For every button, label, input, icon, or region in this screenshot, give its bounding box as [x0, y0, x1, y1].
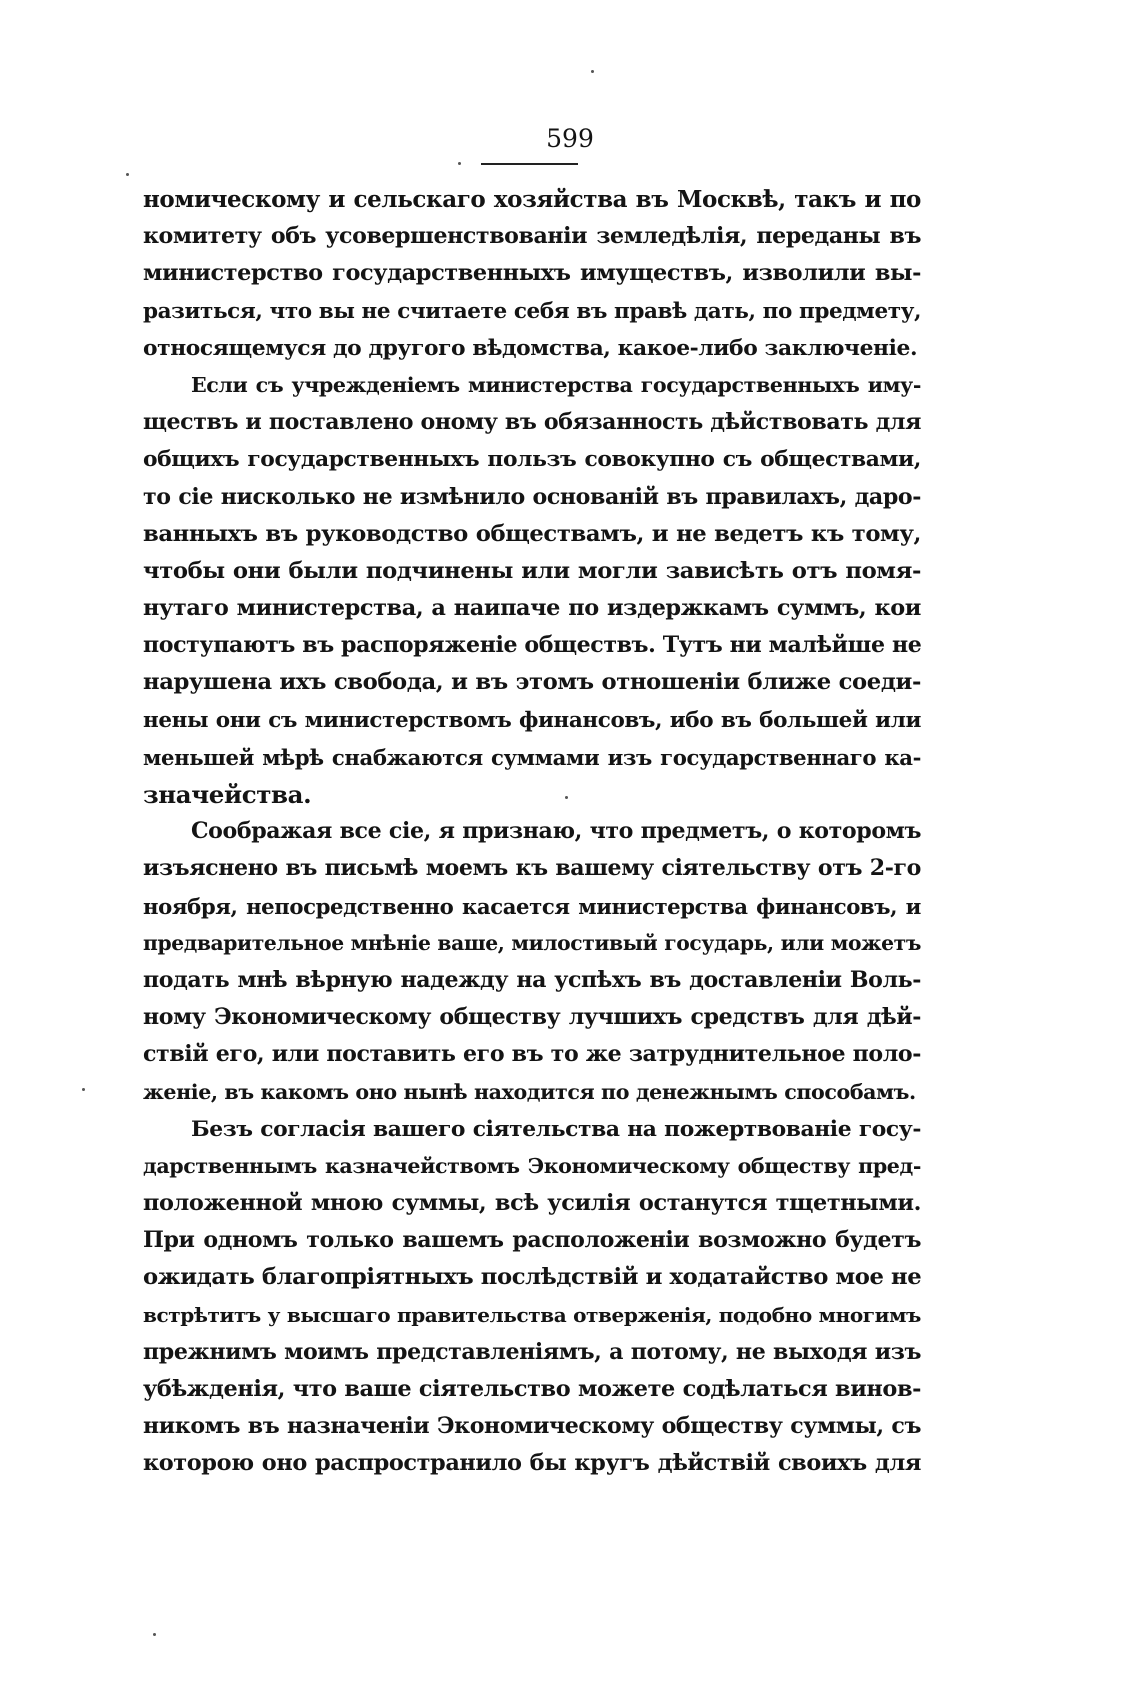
- text-line: относящемуся до другого вѣдомства, какое-либо заключеніе.: [143, 335, 918, 361]
- text-line: никомъ въ назначеніи Экономическому обществу суммы, съ: [143, 1413, 921, 1440]
- text-line: убѣжденія, что ваше сіятельство можете содѣлаться винов-: [143, 1376, 921, 1402]
- text-line: номическому и сельскаго хозяйства въ Москвѣ, такъ и по: [143, 186, 921, 213]
- scan-speck: [153, 1633, 156, 1636]
- text-line: женіе, въ какомъ оно нынѣ находится по денежнымъ способамъ.: [143, 1079, 916, 1104]
- text-line: ноября, непосредственно касается министерства финансовъ, и: [143, 893, 921, 919]
- text-line: подать мнѣ вѣрную надежду на успѣхъ въ доставленіи Воль-: [143, 966, 921, 993]
- text-line: значейства.: [143, 780, 312, 809]
- text-line: ствій его, или поставить его въ то же затруднительное поло-: [143, 1041, 921, 1068]
- text-line: общихъ государственныхъ пользъ совокупно съ обществами,: [143, 447, 921, 473]
- text-line: нарушена ихъ свобода, и въ этомъ отношеніи ближе соеди-: [143, 669, 921, 696]
- text-line: нены они съ министерствомъ финансовъ, ибо въ большей или: [143, 707, 921, 733]
- page-number-rule: [481, 163, 578, 165]
- text-line: Если съ учрежденіемъ министерства государственныхъ иму-: [191, 372, 921, 397]
- scan-speck: [126, 173, 129, 176]
- scan-speck: [591, 70, 594, 73]
- scan-speck: [565, 796, 568, 799]
- text-line: чтобы они были подчинены или могли зависѣть отъ помя-: [143, 557, 921, 584]
- text-line: прежнимъ моимъ представленіямъ, а потому, не выходя изъ: [143, 1338, 921, 1365]
- text-line: предварительное мнѣніе ваше, милостивый государь, или можетъ: [143, 930, 921, 955]
- text-line: Соображая все сіе, я признаю, что предметъ, о которомъ: [191, 818, 921, 845]
- scan-speck: [458, 162, 461, 165]
- text-line: комитету объ усовершенствованіи земледѣлія, переданы въ: [143, 223, 921, 250]
- scan-speck: [82, 1088, 85, 1091]
- text-line: поступаютъ въ распоряженіе обществъ. Тутъ ни малѣйше не: [143, 632, 921, 659]
- text-line: которою оно распространило бы кругъ дѣйствій своихъ для: [143, 1450, 921, 1477]
- text-line: ществъ и поставлено оному въ обязанность дѣйствовать для: [143, 409, 921, 436]
- text-line: дарственнымъ казначействомъ Экономическому обществу пред-: [143, 1153, 921, 1178]
- text-line: нутаго министерства, а наипаче по издержкамъ суммъ, кои: [143, 595, 921, 622]
- page-number: 599: [546, 124, 594, 153]
- text-line: положенной мною суммы, всѣ усилія останутся тщетными.: [143, 1190, 921, 1217]
- text-line: При одномъ только вашемъ расположеніи возможно будетъ: [143, 1227, 921, 1254]
- text-line: меньшей мѣрѣ снабжаются суммами изъ государственнаго ка-: [143, 744, 921, 770]
- text-line: ному Экономическому обществу лучшихъ средствъ для дѣй-: [143, 1004, 921, 1031]
- text-line: разиться, что вы не считаете себя въ правѣ дать, по предмету,: [143, 298, 921, 324]
- text-line: ожидать благопріятныхъ послѣдствій и ходатайство мое не: [143, 1264, 921, 1291]
- text-line: министерство государственныхъ имуществъ, изволили вы-: [143, 260, 921, 287]
- text-line: то сіе нисколько не измѣнило основаній въ правилахъ, даро-: [143, 483, 921, 510]
- body-text: [143, 181, 921, 1483]
- text-line: изъяснено въ письмѣ моемъ къ вашему сіятельству отъ 2-го: [143, 855, 921, 882]
- text-line: Безъ согласія вашего сіятельства на пожертвованіе госу-: [191, 1116, 921, 1142]
- text-line: ванныхъ въ руководство обществамъ, и не ведетъ къ тому,: [143, 520, 921, 547]
- text-line: встрѣтитъ у высшаго правительства отверженія, подобно многимъ: [143, 1302, 921, 1327]
